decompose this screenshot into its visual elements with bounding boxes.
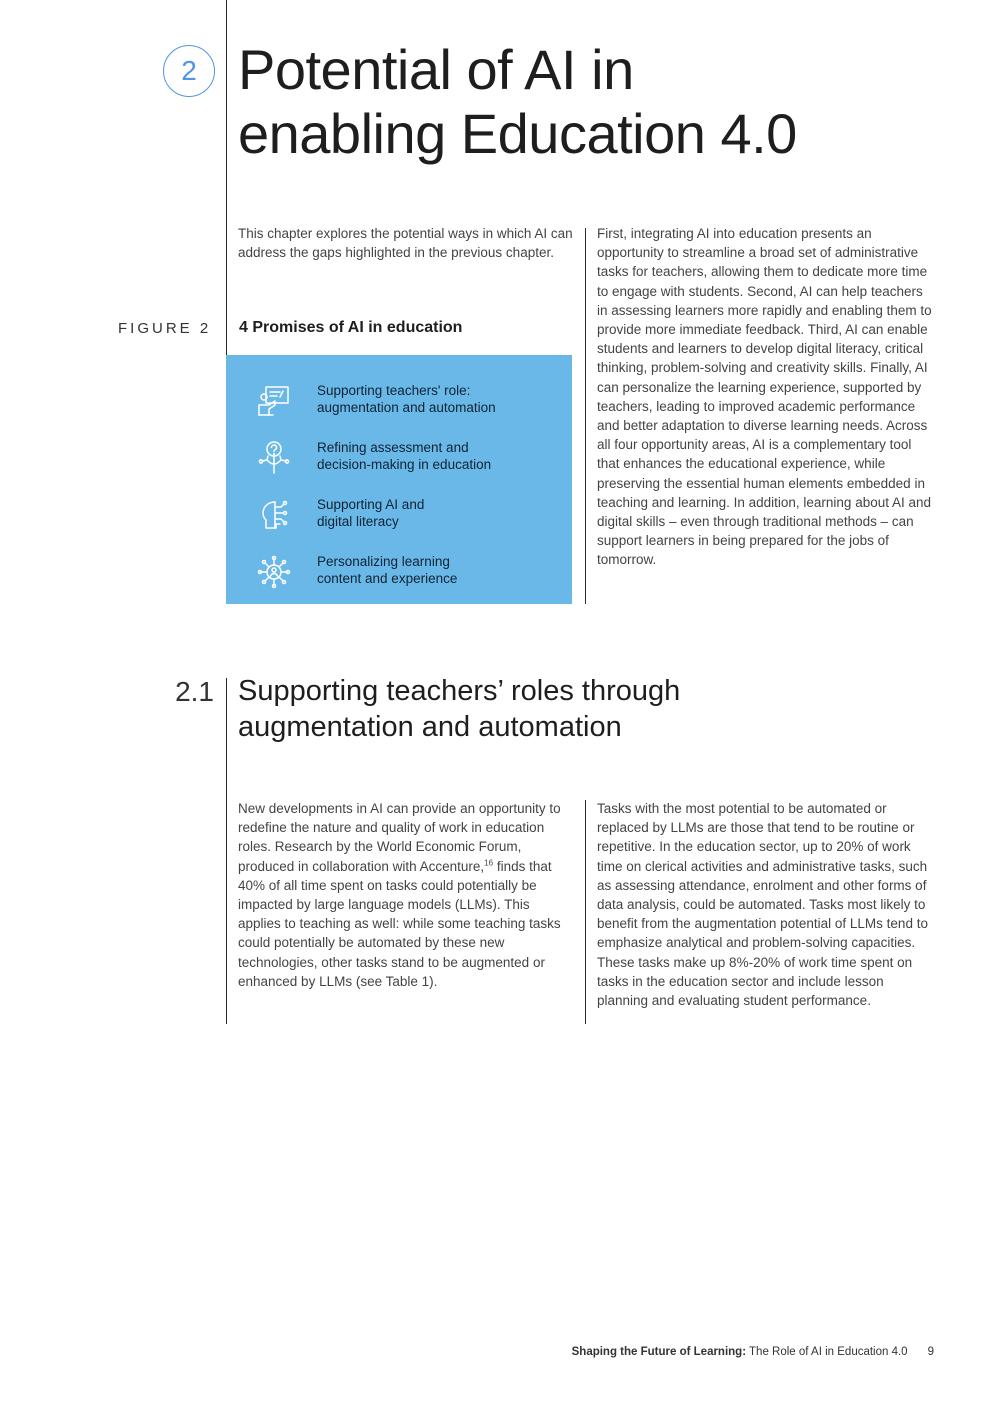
section-number: 2.1 — [175, 676, 214, 707]
figure-label: FIGURE 2 — [118, 320, 212, 337]
intro-left-paragraph: This chapter explores the potential ways in which AI can address the gaps highlighted in the previous chapter. — [238, 226, 573, 261]
promise-item — [226, 432, 572, 482]
intro-column-divider — [585, 228, 586, 604]
section-rule — [226, 678, 227, 1024]
section-right-paragraph: Tasks with the most potential to be automated or replaced by LLMs are those that tend to be routine or repetitive. In the education sector, up to 20% of work time on clerical activities and administrative tasks, such as assessing attendance, enrolment and other forms of data analysis, could be automated. Tasks most likely to benefit from the augmentation potential of LLMs tend to emphasize analytical and problem-solving capacities. These tasks make up 8%-20% of work time spent on tasks in the education sector and include lesson planning and evaluating student performance. — [597, 801, 928, 1009]
promise-label: Refining assessment and decision-making in education — [317, 440, 492, 472]
page-number: 9 — [927, 1346, 934, 1358]
promise-label: Supporting teachers' role: augmentation and automation — [317, 383, 496, 415]
section-title-line2: augmentation and automation — [238, 711, 622, 743]
promise-item — [226, 375, 572, 425]
figure-title: 4 Promises of AI in education — [239, 319, 463, 336]
promise-item — [226, 546, 572, 596]
section-column-divider — [585, 800, 586, 1024]
figure-promises-box — [226, 355, 572, 604]
chapter-title — [238, 38, 938, 166]
section-left-paragraph: New developments in AI can provide an opportunity to redefine the nature and quality of work in education roles. Research by the World Economic Forum, produced in collaboration with Accenture,$^{16}$ finds that 40% of all time spent on tasks could potentially be impacted by large language models (LLMs). This applies to teaching as well: while some teaching tasks could potentially be automated by these new technologies, other tasks stand to be augmented or enhanced by LLMs (see Table 1). — [238, 801, 561, 989]
footer-report-title: Shaping the Future of Learning: — [571, 1346, 747, 1358]
chapter-number-badge: 2 — [163, 45, 215, 97]
section-title-line1: Supporting teachers’ roles through — [238, 675, 681, 707]
page-footer — [440, 1346, 934, 1358]
personalization-network-icon — [256, 554, 292, 590]
promise-label: Supporting AI and digital literacy — [317, 497, 425, 529]
footer-report-subtitle: The Role of AI in Education 4.0 — [746, 1346, 908, 1358]
footnote-reference[interactable]: 16 — [484, 858, 494, 868]
chapter-title-line1: Potential of AI in — [238, 38, 634, 101]
teacher-board-icon — [256, 383, 292, 419]
assessment-decision-icon — [256, 440, 292, 476]
promise-label: Personalizing learning content and experience — [317, 554, 458, 586]
chapter-title-line2: enabling Education 4.0 — [238, 102, 797, 165]
ai-head-circuit-icon — [256, 497, 292, 533]
section-title — [238, 673, 838, 745]
intro-right-paragraph: First, integrating AI into education presents an opportunity to streamline a broad set of administrative tasks for teachers, allowing them to dedicate more time to engage with students. Second, AI can help teachers in assessing learners more rapidly and enabling them to provide more immediate feedback. Third, AI can enable students and learners to develop digital literacy, critical thinking, problem-solving and creativity skills. Finally, AI can personalize the learning experience, supported by teachers, leading to improved academic performance and better adaptation to diverse learning needs. Across all four opportunity areas, AI is a complementary tool that enhances the educational experience, while preserving the essential human elements embedded in teaching and learning. In addition, learning about AI and digital skills – even through traditional methods – can support learners in being prepared for the jobs of tomorrow. — [597, 226, 932, 568]
promise-item — [226, 489, 572, 539]
